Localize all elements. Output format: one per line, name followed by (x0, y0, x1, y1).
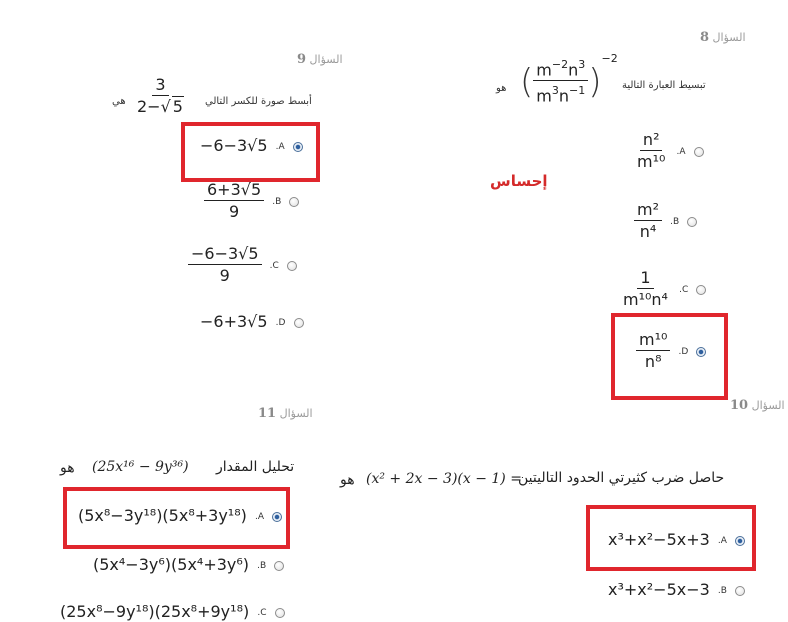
q8-option-a-letter: .A (676, 146, 686, 157)
q8-radio-b[interactable] (687, 217, 697, 227)
q10-is: هو (340, 472, 355, 488)
q10-option-b-letter: .B (717, 585, 727, 596)
q10-prompt: حاصل ضرب كثيرتي الحدود التاليتين (518, 470, 725, 486)
q11-option-c[interactable] (60, 602, 285, 621)
q9-is: هي (112, 96, 126, 107)
q10-header-number: 10 (730, 398, 749, 413)
q8-header-label: السؤال (712, 31, 746, 44)
q11-header (258, 406, 313, 421)
q9-option-c[interactable] (188, 244, 297, 287)
q8-expression: ( $\frac{m^{-2}n^3}{m^3n^{-1}}$ )$^{-2}$ (520, 52, 618, 106)
q11-header-label: السؤال (279, 407, 313, 420)
q10-option-a[interactable] (608, 530, 745, 549)
center-label: إحساس (490, 172, 548, 190)
q9-radio-b[interactable] (289, 197, 299, 207)
q9-option-c-num: −6−3√5 (188, 244, 262, 265)
q9-option-d-text: −6+3√5 (200, 312, 268, 331)
q8-option-c-num: 1 (637, 268, 653, 289)
q10-option-b-text: x³+x²−5x−3 (608, 580, 710, 599)
q9-header-number: 9 (297, 52, 307, 67)
q9-option-d-letter: .D (275, 317, 286, 328)
q9-option-b-num: 6+3√5 (204, 180, 264, 201)
q9-prompt: أبسط صورة للكسر التالي (205, 96, 312, 107)
q8-option-a[interactable] (634, 130, 704, 173)
q9-option-b-letter: .B (272, 196, 282, 207)
q8-radio-a[interactable] (694, 147, 704, 157)
q11-option-b[interactable] (93, 555, 284, 574)
q8-radio-c[interactable] (696, 285, 706, 295)
q9-option-a[interactable] (200, 136, 303, 155)
q9-expression: $\frac{3}{2-√ 5}$ (137, 75, 183, 116)
q8-option-c-letter: .C (679, 284, 689, 295)
q9-option-a-text: −6−3√5 (200, 136, 268, 155)
q8-option-b-den: n⁴ (639, 222, 657, 241)
q8-prompt: تبسيط العبارة التالية (622, 80, 706, 91)
q9-option-a-letter: .A (275, 141, 285, 152)
q9-radio-d[interactable] (294, 318, 304, 328)
q9-option-b-den: 9 (228, 202, 240, 221)
q11-option-c-text: (25x⁸−9y¹⁸)(25x⁸+9y¹⁸) (60, 602, 250, 621)
q8-option-d-num: m¹⁰ (636, 330, 670, 351)
q9-header (297, 52, 343, 67)
q11-prompt: تحليل المقدار (216, 459, 295, 475)
q8-option-d[interactable] (636, 330, 706, 373)
q10-option-a-text: x³+x²−5x+3 (608, 530, 710, 549)
q8-option-b-num: m² (634, 200, 662, 221)
q9-option-b[interactable] (204, 180, 299, 223)
q9-radio-c[interactable] (287, 261, 297, 271)
q10-header-label: السؤال (751, 399, 785, 412)
q8-option-d-letter: .D (678, 346, 689, 357)
q11-radio-c[interactable] (275, 608, 285, 618)
q9-option-c-letter: .C (269, 260, 279, 271)
q8-header-number: 8 (700, 30, 710, 45)
q11-option-a-letter: .A (254, 511, 264, 522)
q11-option-c-letter: .C (257, 607, 267, 618)
q8-option-c[interactable] (620, 268, 706, 311)
q11-option-b-letter: .B (257, 560, 267, 571)
q10-expression: (x² + 2x − 3)(x − 1) = (366, 471, 522, 487)
q11-option-a-text: (5x⁸−3y¹⁸)(5x⁸+3y¹⁸) (78, 506, 247, 525)
q9-header-label: السؤال (309, 53, 343, 66)
q8-option-a-num: n² (640, 130, 663, 151)
q8-option-b-letter: .B (670, 216, 680, 227)
q8-option-c-den: m¹⁰n⁴ (623, 290, 668, 309)
q10-header (730, 398, 785, 413)
q11-header-number: 11 (258, 406, 277, 421)
q9-option-d[interactable] (200, 312, 304, 331)
q10-radio-a[interactable] (735, 536, 745, 546)
q11-is: هو (60, 460, 75, 476)
q10-option-a-letter: .A (717, 535, 727, 546)
q8-is: هو (496, 83, 507, 94)
q8-header (700, 30, 746, 45)
q8-option-b[interactable] (634, 200, 697, 243)
q11-radio-b[interactable] (274, 561, 284, 571)
q10-radio-b[interactable] (735, 586, 745, 596)
q9-option-c-den: 9 (219, 266, 230, 285)
q11-radio-a[interactable] (272, 512, 282, 522)
q9-radio-a[interactable] (293, 142, 303, 152)
q8-option-d-den: n⁸ (644, 352, 662, 371)
q11-option-a[interactable] (78, 506, 282, 525)
q8-radio-d[interactable] (696, 347, 706, 357)
q11-option-b-text: (5x⁴−3y⁶)(5x⁴+3y⁶) (93, 555, 250, 574)
q8-option-a-den: m¹⁰ (637, 152, 666, 171)
q10-option-b[interactable] (608, 580, 745, 599)
q11-expression: (25x¹⁶ − 9y³⁶) (92, 459, 189, 475)
